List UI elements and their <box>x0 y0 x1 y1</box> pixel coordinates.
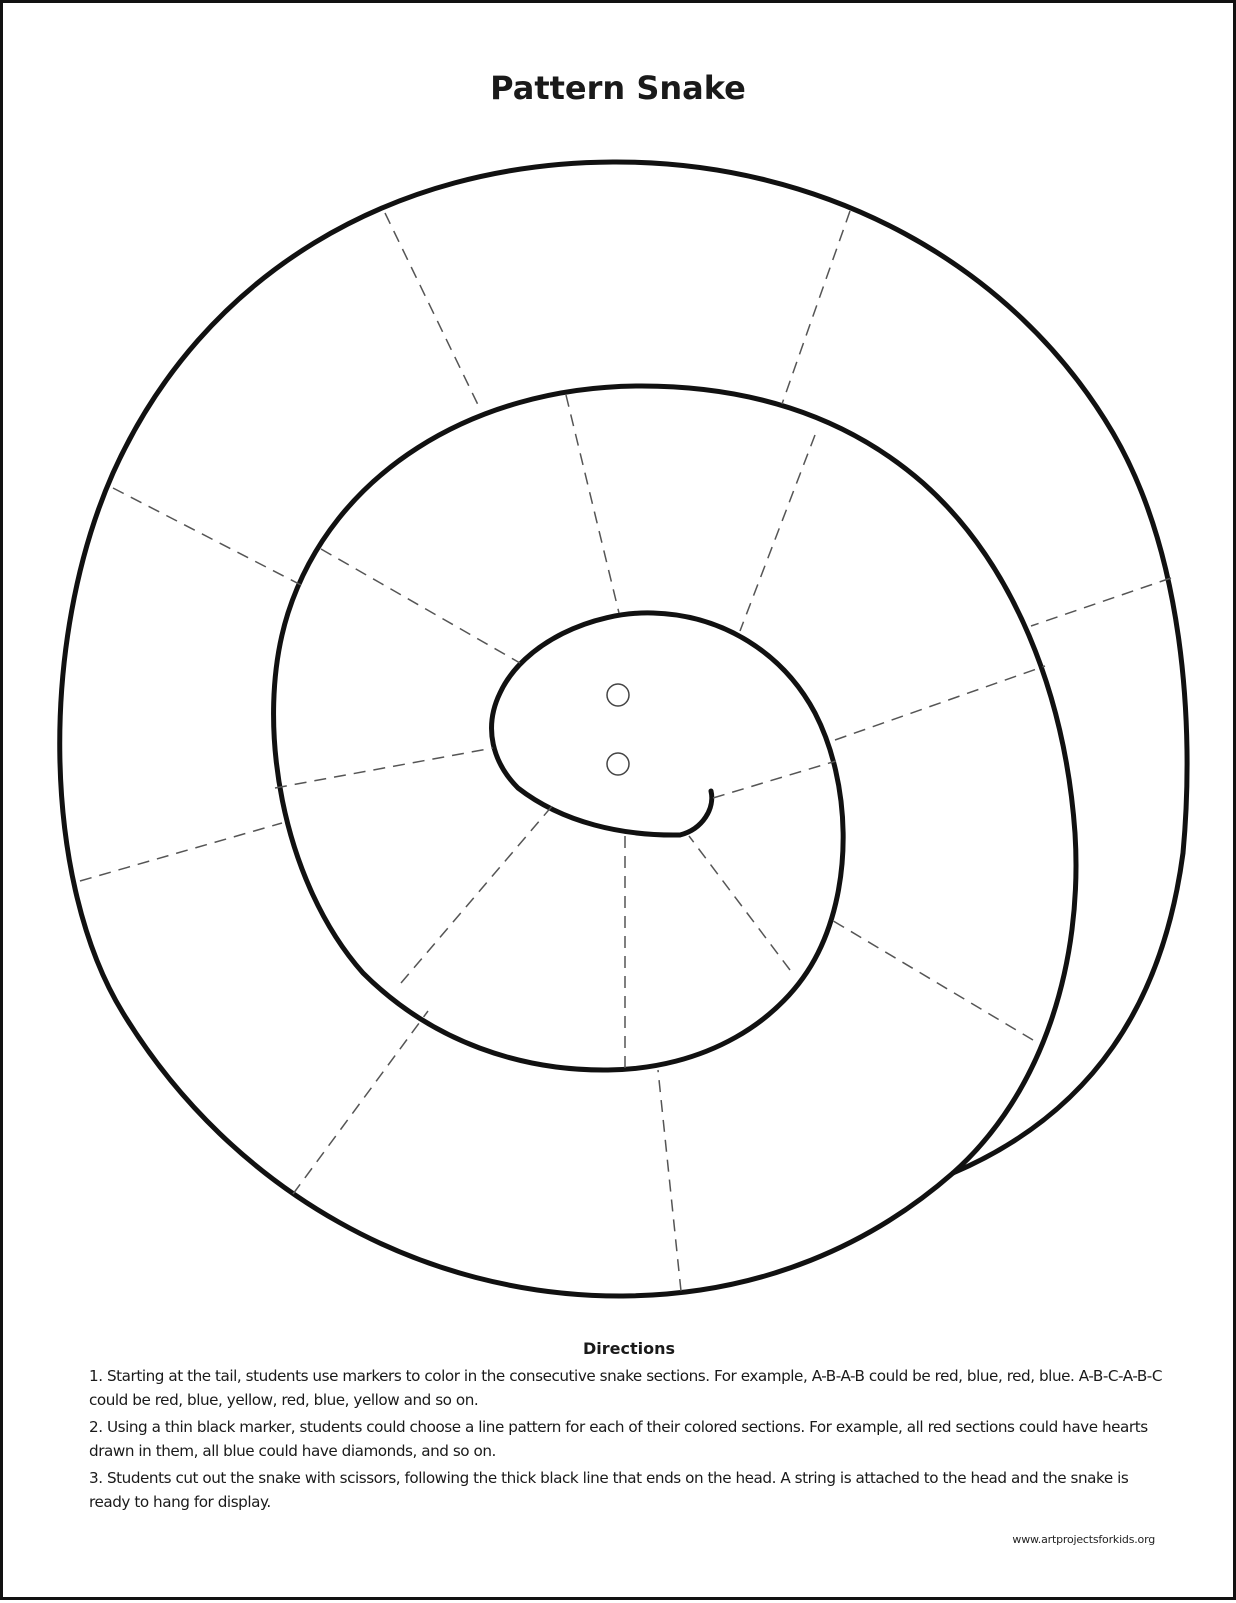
snake-eye-bottom <box>607 753 629 775</box>
direction-step-3: 3. Students cut out the snake with scissors, following the thick black line that ends on the head. A string is attached to the head and the snake is ready to hang for display. <box>89 1469 1129 1511</box>
section-dividers <box>80 211 1171 1291</box>
page-title: Pattern Snake <box>490 69 746 107</box>
snake-inner-edge <box>274 386 1076 1173</box>
snake-eye-top <box>607 684 629 706</box>
direction-step-1: 1. Starting at the tail, students use markers to color in the consecutive snake sections. For example, A-B-A-B could be red, blue, red, blue. A-B-C-A-B-C could be red, blue, yellow, red, blue, yellow and so on. <box>89 1367 1162 1409</box>
website-credit: www.artprojectsforkids.org <box>1012 1533 1155 1546</box>
direction-step-2: 2. Using a thin black marker, students could choose a line pattern for each of their colored sections. For example, all red sections could have hearts drawn in them, all blue could have diamonds, and so on. <box>89 1418 1148 1460</box>
snake-outer-edge <box>60 162 1187 1296</box>
directions-section <box>89 1339 1169 1517</box>
directions-heading: Directions <box>582 1339 676 1358</box>
